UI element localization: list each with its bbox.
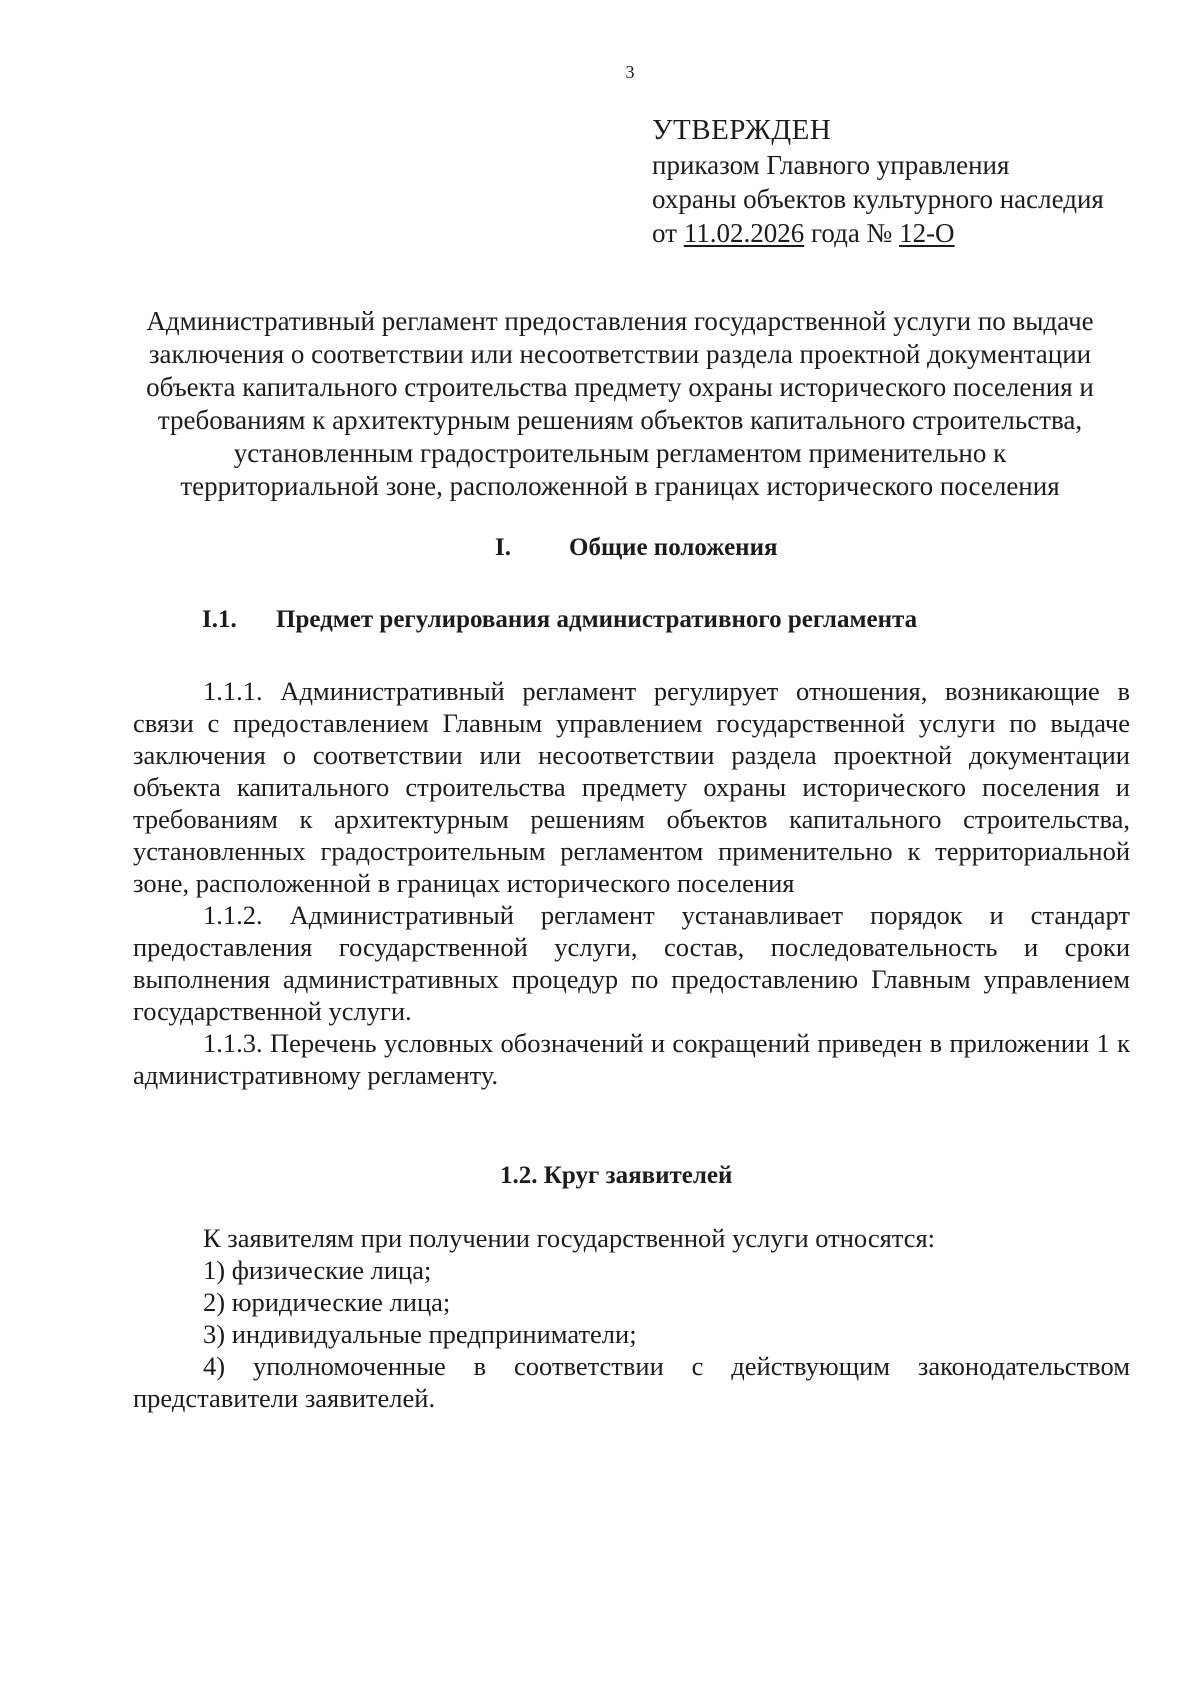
approval-number: 12-О — [899, 218, 955, 248]
section-body-subject — [133, 675, 1130, 1091]
list-item: 2) юридические лица; — [203, 1287, 451, 1317]
approval-heading: УТВЕРЖДЕН — [652, 114, 832, 146]
applicants-intro: К заявителям при получении государственной услуги относятся: — [203, 1223, 936, 1253]
section-title: Общие положения — [569, 534, 778, 561]
approval-block — [652, 112, 1104, 250]
paragraph-1-1-1: 1.1.1. Административный регламент регулирует отношения, возникающие в связи с предоставлением Главным управлением государственной услуги по выдаче заключения о соответствии или несоответствии раздела проектной документации объекта капитального строительства предмету охраны исторического поселения и требованиям к архитектурным решениям объектов капитального строительства, установленных градостроительным регламентом применительно к территориальной зоне, расположенной в границах исторического поселения — [133, 676, 1130, 898]
paragraph-1-1-2: 1.1.2. Административный регламент устанавливает порядок и стандарт предоставления государственной услуги, состав, последовательность и сроки выполнения административных процедур по предоставлению Главным управлением государственной услуги. — [133, 900, 1130, 1026]
approval-date-prefix: от — [652, 218, 684, 248]
title-line: Административный регламент предоставления государственной услуги по выдаче — [146, 306, 1094, 336]
list-item: 3) индивидуальные предприниматели; — [203, 1319, 637, 1349]
approval-number-prefix: года № — [804, 218, 900, 248]
section-number: I.1. — [202, 606, 237, 633]
approval-line-1: приказом Главного управления — [652, 150, 1010, 180]
section-heading-general — [495, 532, 778, 564]
title-line: требованиям к архитектурным решениям объектов капитального строительства, — [157, 405, 1083, 435]
document-title — [120, 305, 1120, 503]
title-line: территориальной зоне, расположенной в границах исторического поселения — [180, 471, 1060, 501]
title-line: установленным градостроительным регламентом применительно к — [233, 438, 1007, 468]
paragraph-1-1-3: 1.1.3. Перечень условных обозначений и сокращений приведен в приложении 1 к административному регламенту. — [133, 1028, 1130, 1090]
section-heading-subject — [202, 604, 917, 636]
approval-line-2: охраны объектов культурного наследия — [652, 184, 1104, 214]
approval-date: 11.02.2026 — [683, 218, 805, 248]
page-number: 3 — [625, 62, 635, 82]
list-item: 1) физические лица; — [203, 1255, 432, 1285]
section-number: I. — [495, 534, 511, 561]
approval-date-line — [652, 216, 1104, 250]
title-line: объекта капитального строительства предмету охраны исторического поселения и — [146, 372, 1094, 402]
list-item: 4) уполномоченные в соответствии с действующим законодательством представители заявителей. — [133, 1351, 1130, 1413]
section-body-applicants — [133, 1222, 1130, 1414]
section-heading-applicants: 1.2. Круг заявителей — [500, 1162, 733, 1189]
title-line: заключения о соответствии или несоответствии раздела проектной документации — [148, 339, 1092, 369]
section-title: Предмет регулирования административного регламента — [276, 606, 918, 633]
